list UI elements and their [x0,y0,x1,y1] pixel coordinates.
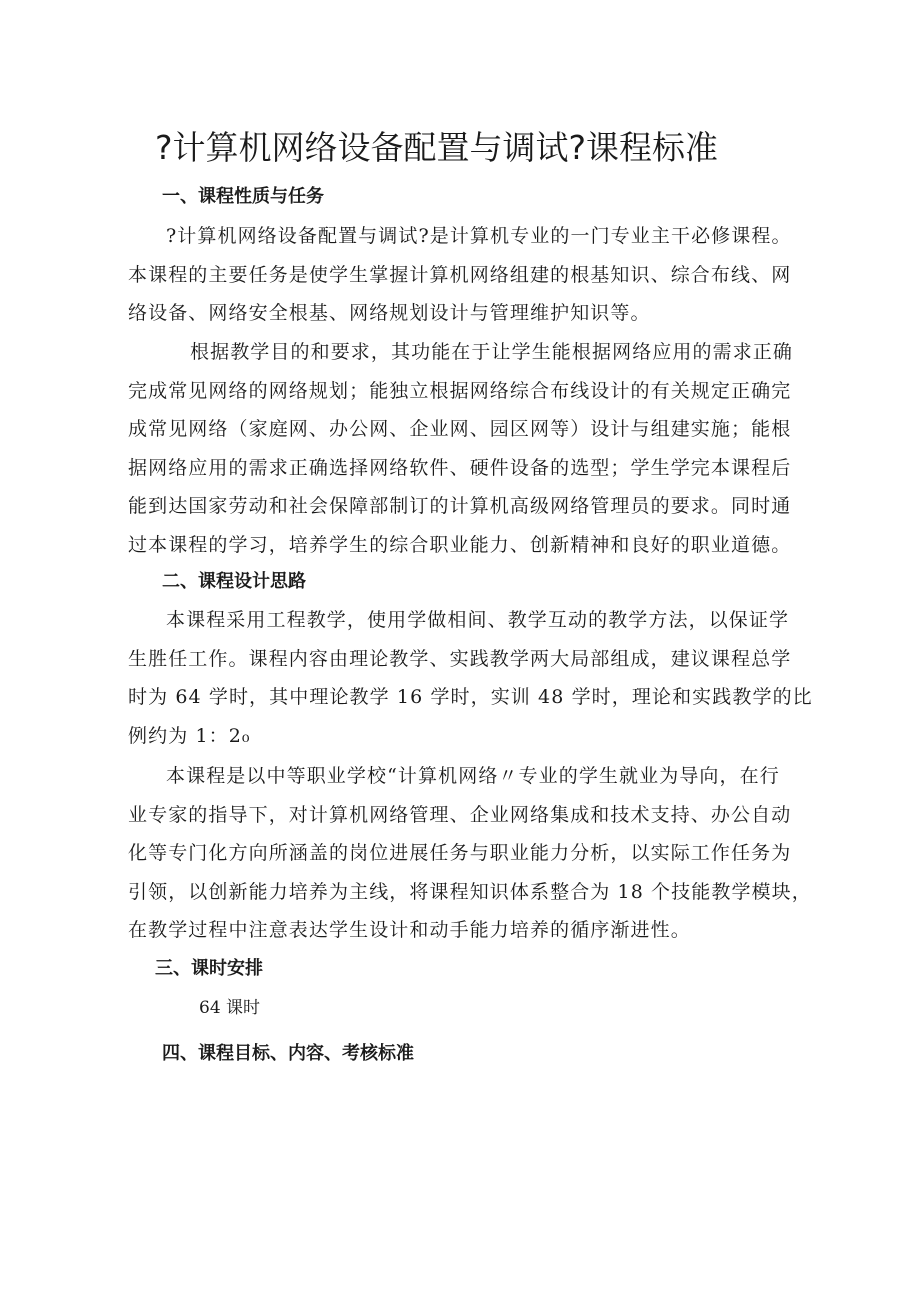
paragraph-line: 时为 64 学时，其中理论教学 16 学时，实训 48 学时，理论和实践教学的比 [128,686,813,708]
paragraph-line: 能到达国家劳动和社会保障部制订的计算机高级网络管理员的要求。同时通 [128,495,792,517]
paragraph-line: 据网络应用的需求正确选择网络软件、硬件设备的选型；学生学完本课程后 [128,456,792,479]
section-heading-1: 一、课程性质与任务 [162,186,324,207]
paragraph-line: ?计算机网络设备配置与调试?是计算机专业的一门专业主干必修课程。 [166,225,792,247]
section-heading-2: 二、课程设计思路 [162,571,306,592]
section-2-paragraph-1 [128,601,813,755]
paragraph-line: 例约为 1：2₀ [128,724,251,747]
paragraph-line: 生胜任工作。课程内容由理论教学、实践教学两大局部组成，建议课程总学 [128,647,792,670]
section-2-paragraph-2 [128,757,812,950]
paragraph-line: 化等专门化方向所涵盖的岗位进展任务与职业能力分析，以实际工作任务为 [128,842,792,864]
section-heading-3: 三、课时安排 [155,958,263,979]
paragraph-line: 业专家的指导下，对计算机网络管理、企业网络集成和技术支持、办公自动 [128,803,792,826]
document-title: ?计算机网络设备配置与调试?课程标准 [155,128,719,167]
section-1-paragraph-2 [128,333,800,564]
paragraph-line: 完成常见网络的网络规划；能独立根据网络综合布线设计的有关规定正确完 [128,379,792,402]
paragraph-line: 成常见网络（家庭网、办公网、企业网、园区网等）设计与组建实施；能根 [128,418,792,440]
paragraph-line: 引领，以创新能力培养为主线，将课程知识体系整合为 18 个技能教学模块， [128,880,812,903]
paragraph-line: 过本课程的学习，培养学生的综合职业能力、创新精神和良好的职业道德。 [128,533,792,556]
class-hours-value: 64 课时 [199,998,261,1018]
section-heading-4: 四、课程目标、内容、考核标准 [162,1043,414,1064]
paragraph-line: 络设备、网络安全根基、网络规划设计与管理维护知识等。 [128,302,651,324]
paragraph-line: 本课程采用工程教学，使用学做相间、教学互动的教学方法，以保证学 [166,609,790,631]
paragraph-line: 根据教学目的和要求，其功能在于让学生能根据网络应用的需求正确 [190,341,794,363]
paragraph-line: 在教学过程中注意表达学生设计和动手能力培养的循序渐进性。 [128,919,691,941]
paragraph-line: 本课程的主要任务是使学生掌握计算机网络组建的根基知识、综合布线、网 [128,263,792,286]
section-1-paragraph-1 [128,217,800,333]
paragraph-line: 本课程是以中等职业学校“计算机网络〃专业的学生就业为导向，在行 [166,765,780,787]
